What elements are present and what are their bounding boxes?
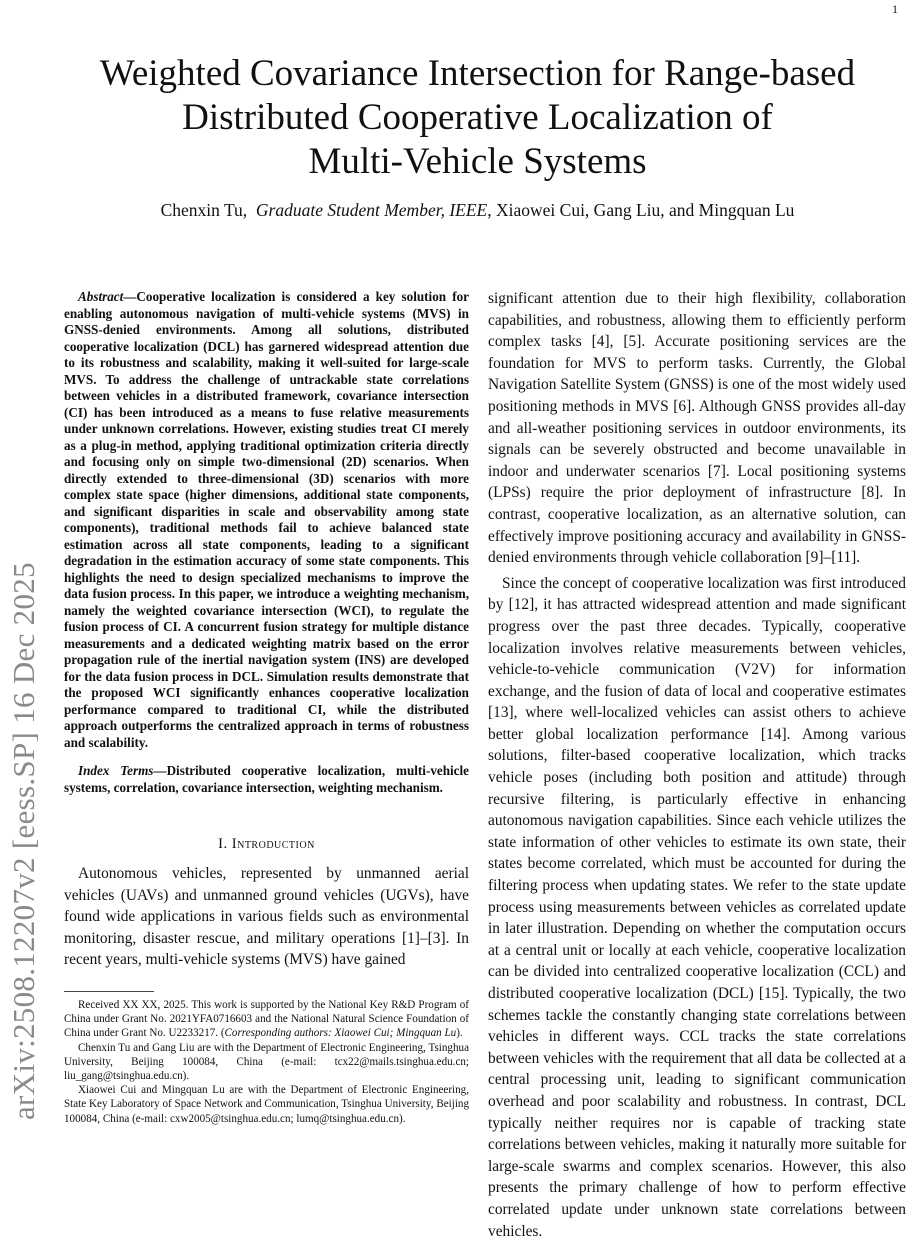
footnote-received <box>64 998 469 1041</box>
author-rest: , Xiaowei Cui, Gang Liu, and Mingquan Lu <box>487 200 795 220</box>
arxiv-identifier: arXiv:2508.12207v2 [eess.SP] 16 Dec 2025 <box>6 562 41 1120</box>
paper-title <box>55 52 900 184</box>
right-column <box>488 288 906 1242</box>
author-list <box>60 200 895 221</box>
body-paragraph: significant attention due to their high flexibility, collaboration capabilities, and robustness, allowing them to efficiently perform complex tasks [4], [5]. Accurate positioning services are the foundation for MVS to perform tasks. Currently, the Global Navigation Satellite System (GNSS) is one of the most widely used positioning methods in MVS [6]. Although GNSS provides all-day and all-weather positioning services in outdoor environments, its signals can be severely obstructed and become unavailable in indoor and underwater scenarios [7]. Local positioning systems (LPSs) require the prior deployment of infrastructure [8]. In contrast, cooperative localization, as an alternative solution, can effectively improve positioning accuracy and availability in GNSS-denied environments through vehicle collaboration [9]–[11]. <box>488 290 906 567</box>
index-terms <box>64 763 469 796</box>
title-line: Multi-Vehicle Systems <box>308 141 647 182</box>
footnote-received-text: Received XX XX, 2025. This work is supported by the National Key R&D Program of China under Grant No. 2021YFA0716603 and the National Natural Science Foundation of China under Grant No. U2233217. ( <box>64 998 469 1040</box>
index-terms-text: —Distributed cooperative localization, multi-vehicle systems, correlation, covariance intersection, weighting mechanism. <box>64 763 470 795</box>
section-numeral: I. <box>218 836 228 852</box>
body-paragraph: Since the concept of cooperative localization was first introduced by [12], it has attracted widespread attention and made significant progress over the past three decades. Typically, cooperative localization involves relative measurements between vehicles, vehicle-to-vehicle communication (V2V) for information exchange, and the fusion of data of local and cooperative estimates [13], where well-localized vehicles can assist others to achieve better global localization performance [14]. Among various solutions, filter-based cooperative localization, which tracks vehicle poses (including both position and attitude) through recursive filtering, is particularly effective in enhancing autonomous navigation capabilities. Since each vehicle utilizes the state information of other vehicles to estimate its own state, their states become correlated, which must be accounted for during the filtering process when updating states. We refer to the state update process using measurements between vehicles as correlated update in later illustration. Depending on whether the computation occurs at a central unit or locally at each vehicle, cooperative localization can be divided into centralized cooperative localization (CCL) and distributed cooperative localization (DCL) [15]. Typically, the two schemes tackle the constantly changing state correlations between vehicles in different ways. CCL tracks the state correlations between vehicles with the requirement that all data be collected at a central processing unit, leading to significant communication overhead and poor scalability and robustness. In contrast, DCL typically neither requires nor is capable of tracking state correlations between vehicles, making it naturally more suitable for large-scale swarms and complex scenarios. However, this also presents the primary challenge of how to perform effective correlated update under unknown state correlations between vehicles. <box>488 574 906 1240</box>
page-number: 1 <box>892 2 898 16</box>
intro-paragraph: Autonomous vehicles, represented by unmanned aerial vehicles (UAVs) and unmanned ground vehicles (UGVs), have found wide applications in various fields such as environmental monitoring, disaster rescue, and military operations [1]–[3]. In recent years, multi-vehicle systems (MVS) have gained <box>64 865 469 969</box>
abstract <box>64 289 469 751</box>
index-terms-label: Index Terms <box>78 763 154 778</box>
title-line: Weighted Covariance Intersection for Range-based <box>99 53 856 94</box>
footnote-affiliation-2: Xiaowei Cui and Mingquan Lu are with the Department of Electronic Engineering, State Key Laboratory of Space Network and Communication, Tsinghua University, Beijing 100084, China (e-mail: cxw2005@tsinghua.edu.cn; lumq@tsinghua.edu.cn). <box>64 1084 469 1125</box>
left-column <box>64 289 469 1126</box>
footnote-corresponding: Corresponding authors: Xiaowei Cui; Mingquan Lu <box>224 1027 457 1040</box>
author-first: Chenxin Tu, <box>160 200 248 220</box>
author-membership: Graduate Student Member, IEEE <box>255 200 488 220</box>
footnote-received-end: ). <box>456 1027 463 1040</box>
abstract-label: Abstract <box>78 289 124 304</box>
title-line: Distributed Cooperative Localization of <box>182 97 773 138</box>
section-heading-introduction <box>64 836 469 853</box>
footnote-affiliation-1: Chenxin Tu and Gang Liu are with the Department of Electronic Engineering, Tsinghua University, Beijing 100084, China (e-mail: tcx22@mails.tsinghua.edu.cn; liu_gang@tsinghua.edu.cn). <box>64 1041 469 1082</box>
abstract-text: —Cooperative localization is considered a key solution for enabling autonomous navigation of multi-vehicle systems (MVS) in GNSS-denied environments. Among all solutions, distributed cooperative localization (DCL) has garnered widespread attention due to its robustness and scalability, making it well-suited for large-scale MVS. To address the challenge of untrackable state correlations between vehicles in a distributed framework, covariance intersection (CI) has been introduced as a means to fuse relative measurements under unknown correlations. However, existing studies treat CI merely as a plug-in method, applying traditional optimization criteria directly and focusing only on simple two-dimensional (2D) scenarios. When directly extended to three-dimensional (3D) scenarios with more complex state space (higher dimensions, additional state components, and significant disparities in scale and observability among state components), traditional methods fail to achieve balanced state estimation across all state components, leading to a significant degradation in the estimation accuracy of some state components. This highlights the need to design specialized mechanisms to improve the data fusion process. In this paper, we introduce a weighting mechanism, namely the weighted covariance intersection (WCI), to regulate the fusion process of CI. A concurrent fusion strategy for multiple distance measurements and a dedicated weighting matrix based on the error propagation rule of the inertial navigation system (INS) are developed for the data fusion process in DCL. Simulation results demonstrate that the proposed WCI significantly enhances cooperative localization performance compared to traditional CI, while the distributed approach outperforms the centralized approach in terms of robustness and scalability. <box>64 289 469 750</box>
footnote-rule <box>64 991 154 992</box>
section-title: Introduction <box>231 836 315 852</box>
